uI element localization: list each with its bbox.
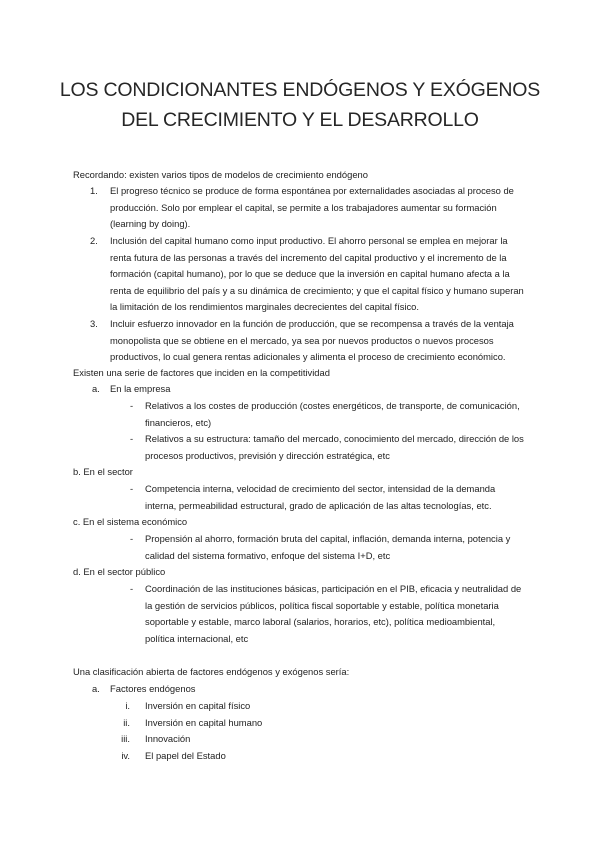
factor-heading: d. En el sector público (73, 566, 166, 577)
list-item-line: Incluir esfuerzo innovador en la función de producción, que se recompensa a través de la ventaja (110, 318, 514, 329)
intro-text: Recordando: existen varios tipos de modelos de crecimiento endógeno (73, 169, 368, 180)
list-item-line: (learning by doing). (110, 218, 191, 229)
list-item-line: formación (capital humano), por lo que se deduce que la inversión en capital humano afecta a la (110, 268, 510, 279)
roman-marker: iii. (121, 733, 130, 744)
bullet-line: Relativos a los costes de producción (costes energéticos, de transporte, de comunicación, (145, 400, 520, 411)
bullet-line: procesos productivos, previsión y dirección estratégica, etc (145, 449, 390, 461)
bullet-line: Propensión al ahorro, formación bruta del capital, inflación, demanda interna, potencia y (145, 533, 511, 544)
list-item-line: Inclusión del capital humano como input productivo. El ahorro personal se emplea en mejorar la (110, 235, 508, 246)
bullet-line: financieros, etc) (145, 416, 212, 428)
list-marker: 2. (90, 235, 98, 246)
factor-heading: c. En el sistema económico (73, 516, 188, 527)
factor-heading: b. En el sector (73, 466, 133, 477)
bullet-marker: - (130, 583, 134, 594)
page-title-line-2: DEL CRECIMIENTO Y EL DESARROLLO (121, 109, 479, 131)
classification-item: Innovación (145, 733, 191, 744)
roman-marker: ii. (123, 716, 130, 728)
bullet-line: interna, permeabilidad estructural, grado de aplicación de las altas tecnologías, etc. (145, 499, 492, 511)
factors-intro: Existen una serie de factores que inciden en la competitividad (73, 367, 330, 378)
bullet-marker: - (130, 483, 134, 494)
classification-heading: Factores endógenos (110, 683, 196, 694)
list-marker: 3. (90, 318, 98, 329)
bullet-line: la gestión de servicios públicos, política fiscal soportable y estable, política monetaria (145, 599, 499, 611)
list-item-line: renta futura de las personas a través del incremento del capital productivo y el incremento de la (110, 251, 507, 263)
bullet-marker: - (130, 400, 134, 411)
bullet-line: Coordinación de las instituciones básicas, participación en el PIB, eficacia y neutralidad de (145, 583, 522, 594)
list-marker: 1. (90, 185, 98, 196)
list-marker: a. (92, 383, 100, 394)
list-marker: a. (92, 683, 100, 694)
roman-marker: iv. (121, 749, 130, 761)
bullet-line: Competencia interna, velocidad de crecimiento del sector, intensidad de la demanda (145, 483, 496, 494)
list-item-line: monopolista que se obtiene en el mercado, ya sea por nuevos productos o nuevos procesos (110, 334, 494, 346)
list-item-line: producción. Solo por emplear el capital, se permite a los trabajadores aumentar su formación (110, 201, 497, 213)
roman-marker: i. (125, 700, 130, 711)
page-title-line-1: LOS CONDICIONANTES ENDÓGENOS Y EXÓGENOS (59, 79, 541, 101)
bullet-marker: - (130, 533, 134, 544)
classification-item: Inversión en capital humano (145, 716, 263, 728)
list-item-line: renta de equilibrio del país y a su dinámica de crecimiento; y que el capital físico y humano superan (110, 284, 524, 296)
bullet-line: calidad del sistema formativo, enfoque del sistema I+D, etc (145, 549, 391, 561)
classification-item: Inversión en capital físico (145, 700, 251, 711)
classification-item: El papel del Estado (145, 749, 226, 761)
bullet-line: Relativos a su estructura: tamaño del mercado, conocimiento del mercado, dirección de los (145, 433, 524, 444)
bullet-line: soportable y estable, marco laboral (salarios, horarios, etc), política medioambiental, (145, 616, 496, 627)
bullet-line: política internacional, etc (145, 632, 249, 644)
list-item-line: la limitación de los rendimientos marginales decrecientes del capital físico. (110, 301, 420, 312)
factor-heading: En la empresa (110, 383, 171, 394)
list-item-line: productivos, lo cual genera rentas adicionales y alimenta el proceso de crecimiento económico. (110, 351, 506, 362)
list-item-line: El progreso técnico se produce de forma espontánea por externalidades asociadas al proceso de (110, 185, 514, 196)
classification-intro: Una clasificación abierta de factores endógenos y exógenos sería: (73, 666, 350, 677)
bullet-marker: - (130, 433, 134, 444)
